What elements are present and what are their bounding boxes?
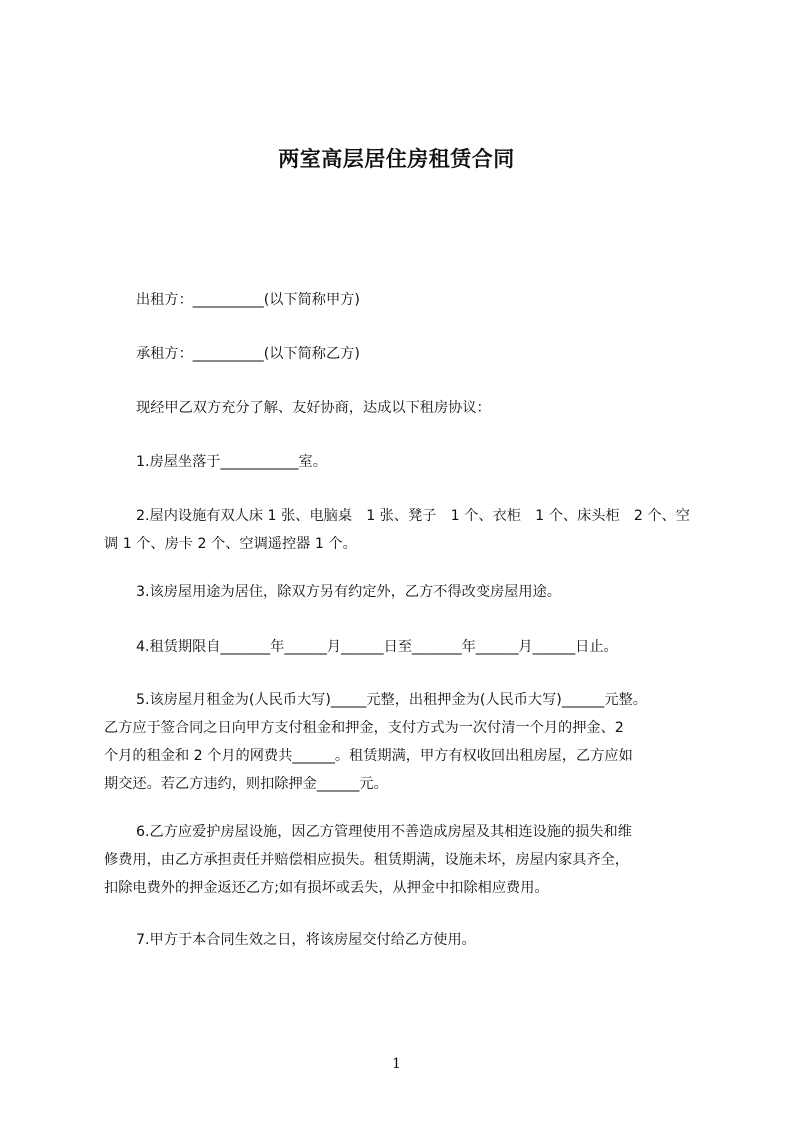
- paragraph-line: 现经甲乙双方充分了解、友好协商，达成以下租房协议：: [136, 400, 491, 416]
- lessor-line: [104, 286, 704, 314]
- intro-paragraph: [104, 394, 704, 422]
- paragraph-line: 期交还。若乙方违约，则扣除押金______元。: [104, 776, 388, 792]
- paragraph-line: 调 1 个、房卡 2 个、空调遥控器 1 个。: [104, 536, 357, 552]
- paragraph-line: 出租方：__________(以下简称甲方): [136, 292, 360, 308]
- paragraph-line: 3.该房屋用途为居住，除双方另有约定外，乙方不得改变房屋用途。: [136, 584, 561, 600]
- paragraph-line: 扣除电费外的押金返还乙方;如有损坏或丢失，从押金中扣除相应费用。: [104, 880, 549, 896]
- paragraph-line: 4.租赁期限自_______年______月______日至_______年______月______日止。: [136, 639, 618, 655]
- paragraph-line: 6.乙方应爱护房屋设施，因乙方管理使用不善造成房屋及其相连设施的损失和维: [136, 824, 632, 840]
- clause-2: [104, 502, 704, 558]
- lessee-line: [104, 340, 704, 368]
- document-title: 两室高层居住房租赁合同: [278, 147, 515, 171]
- paragraph-line: 5.该房屋月租金为(人民币大写)_____元整，出租押金为(人民币大写)______元整。: [136, 692, 647, 708]
- paragraph-line: 7.甲方于本合同生效之日，将该房屋交付给乙方使用。: [136, 932, 476, 948]
- clause-1: [104, 448, 704, 476]
- paragraph-line: 1.房屋坐落于___________室。: [136, 454, 327, 470]
- paragraph-line: 个月的租金和 2 个月的网费共______。租赁期满，甲方有权收回出租房屋，乙方应如: [104, 748, 633, 764]
- clause-7: [104, 926, 704, 954]
- paragraph-line: 2.屋内设施有双人床 1 张、电脑桌 1 张、凳子 1 个、衣柜 1 个、床头柜 2 个、空: [136, 508, 690, 524]
- clause-3: [104, 578, 704, 606]
- page-number: 1: [392, 1056, 401, 1072]
- clause-6: [104, 818, 704, 902]
- clause-4: [104, 633, 704, 661]
- paragraph-line: 修费用，由乙方承担责任并赔偿相应损失。租赁期满，设施未坏，房屋内家具齐全，: [104, 852, 629, 868]
- paragraph-line: 乙方应于签合同之日向甲方支付租金和押金，支付方式为一次付清一个月的押金、2: [104, 720, 624, 736]
- clause-5: [104, 686, 704, 798]
- paragraph-line: 承租方：__________(以下简称乙方): [136, 346, 360, 362]
